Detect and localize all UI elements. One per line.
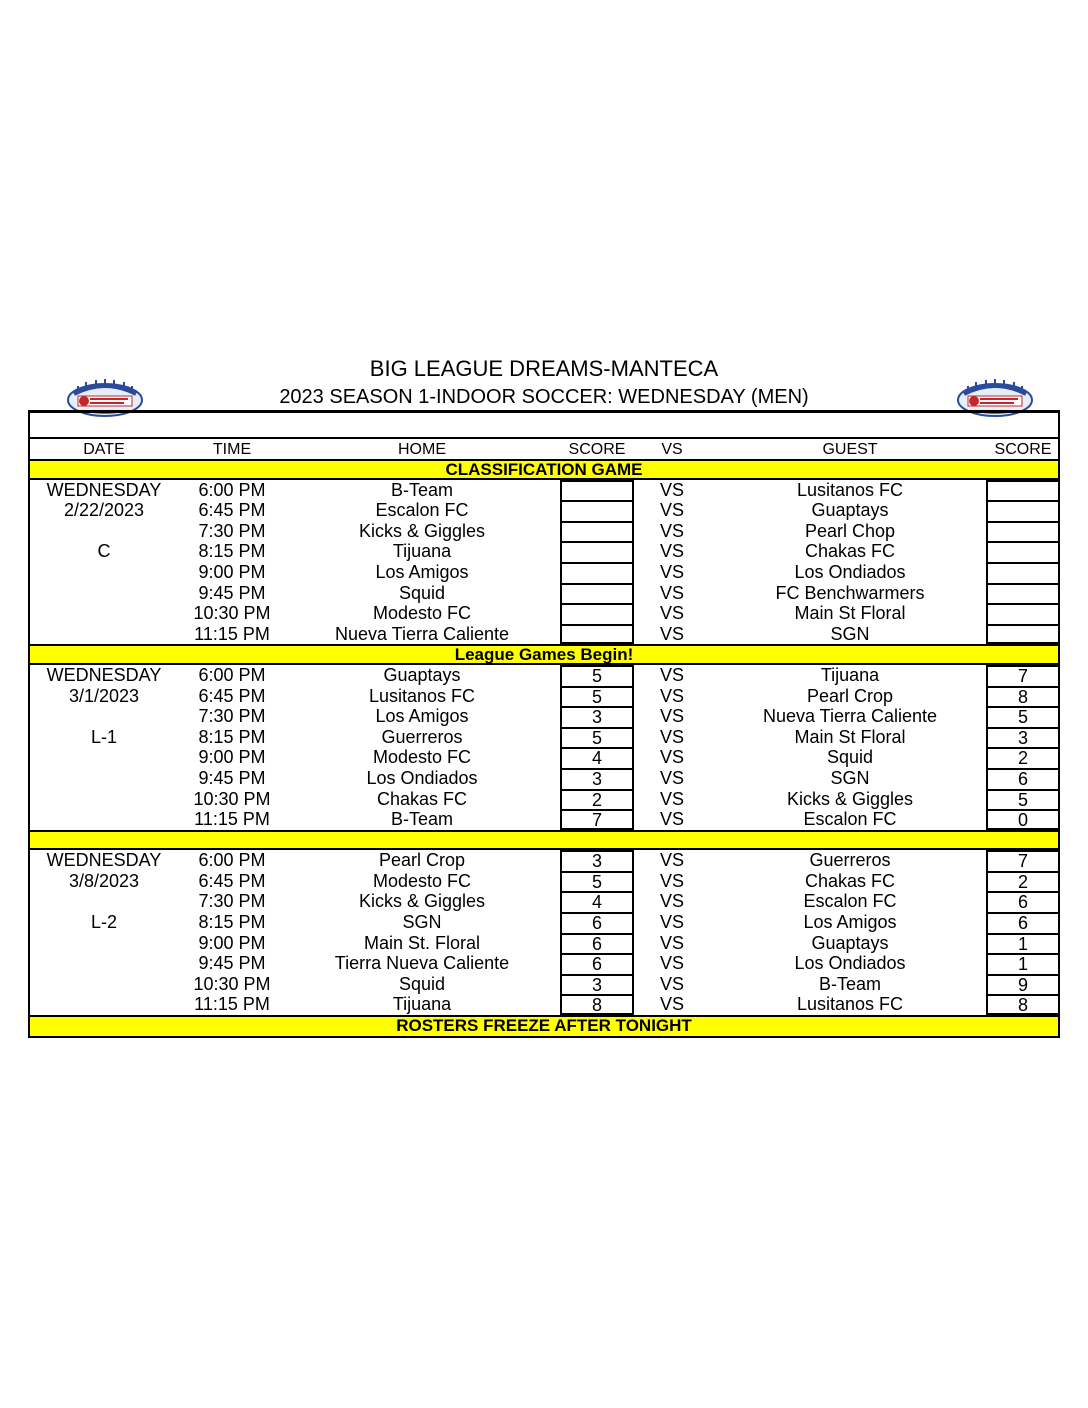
week-date: 3/8/2023 bbox=[68, 870, 140, 891]
home-score-box bbox=[560, 850, 634, 871]
home-team: Tijuana bbox=[392, 541, 452, 562]
home-score: 5 bbox=[591, 665, 602, 686]
vs-label: VS bbox=[659, 973, 684, 994]
header-home-score: SCORE bbox=[568, 441, 626, 458]
home-team: Squid bbox=[398, 582, 446, 603]
header-guest: GUEST bbox=[822, 441, 878, 458]
table-row bbox=[30, 583, 1058, 604]
home-team: Escalon FC bbox=[375, 500, 469, 521]
guest-score-box bbox=[986, 953, 1060, 974]
home-score-box bbox=[560, 562, 634, 583]
game-time: 9:00 PM bbox=[198, 561, 266, 582]
guest-score-box bbox=[986, 809, 1060, 830]
table-row bbox=[30, 953, 1058, 974]
game-time: 8:15 PM bbox=[198, 541, 266, 562]
home-team: B-Team bbox=[390, 809, 453, 830]
guest-score-box bbox=[986, 768, 1060, 789]
game-time: 6:45 PM bbox=[198, 870, 266, 891]
guest-score: 1 bbox=[1017, 954, 1028, 975]
home-team: Kicks & Giggles bbox=[358, 891, 486, 912]
week-date: 2/22/2023 bbox=[63, 500, 145, 521]
guest-team: Escalon FC bbox=[803, 809, 897, 830]
home-score-box bbox=[560, 541, 634, 562]
game-time: 9:00 PM bbox=[198, 932, 266, 953]
guest-score-box bbox=[986, 480, 1060, 501]
guest-team: Kicks & Giggles bbox=[786, 788, 914, 809]
guest-score: 6 bbox=[1017, 913, 1028, 934]
home-score-box bbox=[560, 974, 634, 995]
game-time: 11:15 PM bbox=[194, 623, 270, 644]
vs-label: VS bbox=[659, 891, 684, 912]
table-row bbox=[30, 665, 1058, 686]
guest-score-box bbox=[986, 850, 1060, 871]
guest-score-box bbox=[986, 665, 1060, 686]
game-time: 6:45 PM bbox=[198, 500, 266, 521]
vs-label: VS bbox=[659, 994, 684, 1015]
vs-label: VS bbox=[659, 706, 684, 727]
guest-score-box bbox=[986, 541, 1060, 562]
week-code: C bbox=[97, 541, 111, 562]
table-row bbox=[30, 727, 1058, 748]
game-time: 9:45 PM bbox=[198, 582, 266, 603]
guest-team: Lusitanos FC bbox=[796, 479, 904, 500]
guest-team: SGN bbox=[830, 767, 870, 788]
vs-label: VS bbox=[659, 520, 684, 541]
home-score-box bbox=[560, 686, 634, 707]
home-team: Main St. Floral bbox=[363, 932, 481, 953]
home-team: Kicks & Giggles bbox=[358, 520, 486, 541]
guest-score: 8 bbox=[1017, 995, 1028, 1016]
section-band-league: League Games Begin! bbox=[30, 644, 1058, 665]
guest-team: B-Team bbox=[818, 973, 881, 994]
guest-score-box bbox=[986, 891, 1060, 912]
guest-team: Tijuana bbox=[820, 664, 880, 685]
guest-team: FC Benchwarmers bbox=[775, 582, 925, 603]
home-team: SGN bbox=[402, 912, 442, 933]
home-score: 6 bbox=[591, 913, 602, 934]
guest-score-box bbox=[986, 727, 1060, 748]
vs-label: VS bbox=[659, 767, 684, 788]
vs-label: VS bbox=[659, 809, 684, 830]
schedule-table bbox=[28, 410, 1060, 1038]
home-score: 5 bbox=[591, 686, 602, 707]
guest-score: 3 bbox=[1017, 727, 1028, 748]
home-team: B-Team bbox=[390, 479, 453, 500]
vs-label: VS bbox=[659, 479, 684, 500]
guest-team: Guaptays bbox=[811, 932, 889, 953]
game-time: 10:30 PM bbox=[193, 603, 271, 624]
game-time: 7:30 PM bbox=[198, 520, 266, 541]
home-score: 4 bbox=[591, 892, 602, 913]
guest-score: 6 bbox=[1017, 892, 1028, 913]
guest-team: SGN bbox=[830, 623, 870, 644]
home-team: Modesto FC bbox=[372, 603, 472, 624]
page-subtitle: 2023 SEASON 1-INDOOR SOCCER: WEDNESDAY (MEN) bbox=[279, 386, 809, 408]
guest-score-box bbox=[986, 603, 1060, 624]
guest-team: Squid bbox=[826, 747, 874, 768]
table-row bbox=[30, 912, 1058, 933]
game-time: 9:45 PM bbox=[198, 767, 266, 788]
guest-team: Main St Floral bbox=[794, 726, 906, 747]
vs-label: VS bbox=[659, 541, 684, 562]
vs-label: VS bbox=[659, 747, 684, 768]
header-time: TIME bbox=[212, 441, 252, 458]
vs-label: VS bbox=[659, 788, 684, 809]
header-vs: VS bbox=[661, 441, 683, 458]
home-score: 6 bbox=[591, 954, 602, 975]
home-score-box bbox=[560, 747, 634, 768]
guest-score: 0 bbox=[1017, 810, 1028, 831]
guest-score-box bbox=[986, 583, 1060, 604]
page-title: BIG LEAGUE DREAMS-MANTECA bbox=[369, 356, 719, 381]
guest-score: 1 bbox=[1017, 933, 1028, 954]
guest-score: 7 bbox=[1017, 665, 1028, 686]
guest-score-box bbox=[986, 994, 1060, 1015]
guest-score-box bbox=[986, 789, 1060, 810]
home-score-box bbox=[560, 789, 634, 810]
guest-team: Main St Floral bbox=[794, 603, 906, 624]
game-time: 6:00 PM bbox=[198, 479, 266, 500]
home-team: Modesto FC bbox=[372, 747, 472, 768]
vs-label: VS bbox=[659, 870, 684, 891]
home-team: Nueva Tierra Caliente bbox=[334, 623, 510, 644]
vs-label: VS bbox=[659, 664, 684, 685]
home-team: Los Ondiados bbox=[366, 767, 478, 788]
table-row bbox=[30, 994, 1058, 1015]
guest-score-box bbox=[986, 706, 1060, 727]
table-row bbox=[30, 706, 1058, 727]
table-row bbox=[30, 521, 1058, 542]
table-row bbox=[30, 747, 1058, 768]
game-time: 11:15 PM bbox=[194, 994, 270, 1015]
vs-label: VS bbox=[659, 500, 684, 521]
guest-score-box bbox=[986, 624, 1060, 645]
footer-band: ROSTERS FREEZE AFTER TONIGHT bbox=[30, 1015, 1058, 1036]
home-team: Pearl Crop bbox=[378, 850, 466, 871]
vs-label: VS bbox=[659, 582, 684, 603]
guest-team: Los Ondiados bbox=[794, 561, 906, 582]
column-header-row bbox=[30, 439, 1058, 459]
vs-label: VS bbox=[659, 953, 684, 974]
guest-score-box bbox=[986, 500, 1060, 521]
home-score-box bbox=[560, 603, 634, 624]
table-row bbox=[30, 686, 1058, 707]
guest-score-box bbox=[986, 974, 1060, 995]
game-time: 7:30 PM bbox=[198, 891, 266, 912]
guest-score-box bbox=[986, 747, 1060, 768]
home-score-box bbox=[560, 624, 634, 645]
home-team: Los Amigos bbox=[375, 561, 469, 582]
game-time: 10:30 PM bbox=[193, 973, 271, 994]
home-score-box bbox=[560, 933, 634, 954]
game-time: 11:15 PM bbox=[194, 809, 270, 830]
home-score-box bbox=[560, 953, 634, 974]
home-score-box bbox=[560, 480, 634, 501]
game-time: 10:30 PM bbox=[193, 788, 271, 809]
guest-team: Guerreros bbox=[809, 850, 891, 871]
guest-score: 5 bbox=[1017, 707, 1028, 728]
home-score: 7 bbox=[591, 810, 602, 831]
home-team: Guerreros bbox=[381, 726, 463, 747]
home-score-box bbox=[560, 706, 634, 727]
home-team: Los Amigos bbox=[375, 706, 469, 727]
guest-team: Los Amigos bbox=[803, 912, 897, 933]
guest-score: 2 bbox=[1017, 871, 1028, 892]
home-team: Chakas FC bbox=[376, 788, 468, 809]
guest-team: Chakas FC bbox=[804, 870, 896, 891]
table-row bbox=[30, 789, 1058, 810]
week-day: WEDNESDAY bbox=[46, 479, 162, 500]
table-row bbox=[30, 500, 1058, 521]
header-guest-score: SCORE bbox=[994, 441, 1052, 458]
guest-score: 9 bbox=[1017, 974, 1028, 995]
week-code: L-1 bbox=[90, 726, 117, 747]
home-team: Squid bbox=[398, 973, 446, 994]
guest-team: Lusitanos FC bbox=[796, 994, 904, 1015]
week-day: WEDNESDAY bbox=[46, 664, 162, 685]
home-score: 3 bbox=[591, 707, 602, 728]
game-time: 6:00 PM bbox=[198, 664, 266, 685]
section-band-week2 bbox=[30, 830, 1058, 851]
home-score: 6 bbox=[591, 933, 602, 954]
game-time: 6:00 PM bbox=[198, 850, 266, 871]
vs-label: VS bbox=[659, 932, 684, 953]
home-score: 2 bbox=[591, 789, 602, 810]
guest-team: Pearl Crop bbox=[806, 685, 894, 706]
home-score-box bbox=[560, 912, 634, 933]
guest-team: Guaptays bbox=[811, 500, 889, 521]
guest-score-box bbox=[986, 562, 1060, 583]
home-team: Tierra Nueva Caliente bbox=[334, 953, 510, 974]
game-time: 8:15 PM bbox=[198, 912, 266, 933]
home-team: Lusitanos FC bbox=[368, 685, 476, 706]
guest-score: 5 bbox=[1017, 789, 1028, 810]
week-date: 3/1/2023 bbox=[68, 685, 140, 706]
table-row bbox=[30, 768, 1058, 789]
table-row bbox=[30, 603, 1058, 624]
weeks-container bbox=[30, 459, 1058, 1036]
home-score: 3 bbox=[591, 974, 602, 995]
guest-team: Pearl Chop bbox=[804, 520, 896, 541]
table-row bbox=[30, 541, 1058, 562]
guest-score-box bbox=[986, 933, 1060, 954]
vs-label: VS bbox=[659, 850, 684, 871]
home-score: 5 bbox=[591, 871, 602, 892]
table-row bbox=[30, 933, 1058, 954]
vs-label: VS bbox=[659, 623, 684, 644]
guest-team: Escalon FC bbox=[803, 891, 897, 912]
table-top-spacer bbox=[30, 413, 1058, 439]
vs-label: VS bbox=[659, 912, 684, 933]
guest-score-box bbox=[986, 871, 1060, 892]
home-score-box bbox=[560, 871, 634, 892]
home-score: 3 bbox=[591, 768, 602, 789]
game-time: 6:45 PM bbox=[198, 685, 266, 706]
guest-score-box bbox=[986, 912, 1060, 933]
table-row bbox=[30, 562, 1058, 583]
home-score-box bbox=[560, 727, 634, 748]
guest-team: Nueva Tierra Caliente bbox=[762, 706, 938, 727]
header-home: HOME bbox=[398, 441, 446, 458]
guest-team: Chakas FC bbox=[804, 541, 896, 562]
home-score-box bbox=[560, 809, 634, 830]
vs-label: VS bbox=[659, 685, 684, 706]
game-time: 9:45 PM bbox=[198, 953, 266, 974]
home-team: Tijuana bbox=[392, 994, 452, 1015]
table-row bbox=[30, 624, 1058, 645]
home-score-box bbox=[560, 583, 634, 604]
home-team: Guaptays bbox=[383, 664, 461, 685]
home-score-box bbox=[560, 768, 634, 789]
home-team: Modesto FC bbox=[372, 870, 472, 891]
vs-label: VS bbox=[659, 561, 684, 582]
home-score-box bbox=[560, 891, 634, 912]
guest-score: 2 bbox=[1017, 748, 1028, 769]
vs-label: VS bbox=[659, 603, 684, 624]
home-score-box bbox=[560, 521, 634, 542]
home-score: 3 bbox=[591, 851, 602, 872]
home-score: 4 bbox=[591, 748, 602, 769]
game-time: 9:00 PM bbox=[198, 747, 266, 768]
vs-label: VS bbox=[659, 726, 684, 747]
table-row bbox=[30, 974, 1058, 995]
guest-score-box bbox=[986, 521, 1060, 542]
guest-score: 6 bbox=[1017, 768, 1028, 789]
table-row bbox=[30, 850, 1058, 871]
table-row bbox=[30, 480, 1058, 501]
week-day: WEDNESDAY bbox=[46, 850, 162, 871]
home-score: 8 bbox=[591, 995, 602, 1016]
guest-team: Los Ondiados bbox=[794, 953, 906, 974]
table-row bbox=[30, 891, 1058, 912]
guest-score-box bbox=[986, 686, 1060, 707]
guest-score: 7 bbox=[1017, 851, 1028, 872]
table-row bbox=[30, 871, 1058, 892]
game-time: 8:15 PM bbox=[198, 726, 266, 747]
home-score-box bbox=[560, 994, 634, 1015]
game-time: 7:30 PM bbox=[198, 706, 266, 727]
home-score: 5 bbox=[591, 727, 602, 748]
section-band-classification: CLASSIFICATION GAME bbox=[30, 459, 1058, 480]
home-score-box bbox=[560, 665, 634, 686]
week-code: L-2 bbox=[90, 912, 117, 933]
guest-score: 8 bbox=[1017, 686, 1028, 707]
table-row bbox=[30, 809, 1058, 830]
home-score-box bbox=[560, 500, 634, 521]
header-date: DATE bbox=[83, 441, 125, 458]
